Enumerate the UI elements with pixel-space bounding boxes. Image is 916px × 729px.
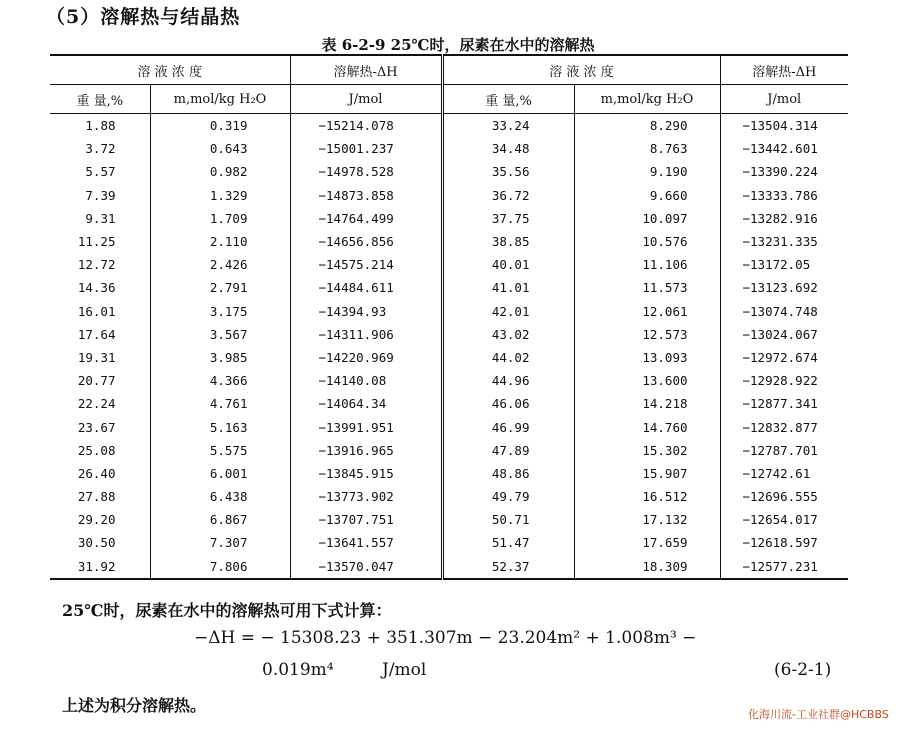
cell-molality-left: 4.761 <box>150 392 290 415</box>
cell-molality-left: 0.643 <box>150 137 290 160</box>
col-header-concentration-right: 溶 液 浓 度 <box>442 55 720 85</box>
cell-wt-percent-right: 44.02 <box>442 346 574 369</box>
cell-heat-right: −12877.341 <box>742 396 818 412</box>
cell-molality-right: 8.763 <box>574 137 720 160</box>
cell-molality-right: 16.512 <box>574 485 720 508</box>
col-header-molal-left: m,mol/kg H₂O <box>150 85 290 114</box>
cell-molality-right: 15.302 <box>574 439 720 462</box>
cell-molality-left: 0.982 <box>150 160 290 183</box>
cell-molality-right: 11.573 <box>574 276 720 299</box>
cell-wt-percent-left: 25.08 <box>50 439 150 462</box>
cell-wt-percent-left: 20.77 <box>50 369 150 392</box>
table-caption: 表 6-2-9 25℃时，尿素在水中的溶解热 <box>321 36 595 54</box>
equation-line-2: 0.019m⁴ <box>262 660 334 680</box>
table-row <box>50 160 848 183</box>
cell-wt-percent-left: 7.39 <box>50 184 150 207</box>
cell-molality-left: 6.867 <box>150 508 290 531</box>
cell-heat-left: −14064.34 <box>290 392 442 415</box>
cell-molality-left: 6.438 <box>150 485 290 508</box>
cell-heat-left: −13845.915 <box>290 462 442 485</box>
cell-heat-left: −13570.047 <box>290 555 442 579</box>
cell-heat-right: −13172.05 <box>742 257 811 273</box>
cell-heat-right: −13123.692 <box>742 280 818 296</box>
cell-heat-left: −14220.969 <box>290 346 442 369</box>
header-row-2 <box>50 85 848 114</box>
cell-heat-left: −14394.93 <box>290 300 442 323</box>
cell-molality-left: 2.110 <box>150 230 290 253</box>
cell-molality-right: 17.132 <box>574 508 720 531</box>
cell-molality-right: 12.573 <box>574 323 720 346</box>
cell-heat-right: −13024.067 <box>742 326 818 342</box>
table-row <box>50 508 848 531</box>
col-header-unit-left: J/mol <box>290 85 442 114</box>
cell-wt-percent-left: 31.92 <box>50 555 150 579</box>
cell-wt-percent-right: 46.06 <box>442 392 574 415</box>
solution-heat-table-wrapper <box>50 54 848 580</box>
cell-molality-right: 14.218 <box>574 392 720 415</box>
formula-intro: 25℃时，尿素在水中的溶解热可用下式计算： <box>62 601 392 620</box>
cell-molality-right: 14.760 <box>574 415 720 438</box>
cell-wt-percent-right: 38.85 <box>442 230 574 253</box>
cell-molality-right: 15.907 <box>574 462 720 485</box>
table-row <box>50 485 848 508</box>
cell-molality-left: 5.163 <box>150 415 290 438</box>
cell-heat-right: −13333.786 <box>742 187 818 203</box>
cell-wt-percent-left: 9.31 <box>50 207 150 230</box>
cell-wt-percent-right: 36.72 <box>442 184 574 207</box>
cell-wt-percent-right: 40.01 <box>442 253 574 276</box>
cell-wt-percent-left: 19.31 <box>50 346 150 369</box>
cell-wt-percent-right: 33.24 <box>442 114 574 138</box>
cell-heat-right: −12577.231 <box>720 555 848 579</box>
cell-molality-right: 10.097 <box>574 207 720 230</box>
cell-heat-left: −13707.751 <box>290 508 442 531</box>
cell-molality-right: 18.309 <box>574 555 720 579</box>
cell-molality-right: 17.659 <box>574 531 720 554</box>
col-header-heat-right: 溶解热-ΔH <box>720 55 848 85</box>
col-header-wt-right: 重 量,% <box>442 85 574 114</box>
table-row <box>50 369 848 392</box>
cell-heat-right: −12618.597 <box>742 535 818 551</box>
cell-wt-percent-left: 23.67 <box>50 415 150 438</box>
cell-molality-left: 7.806 <box>150 555 290 579</box>
table-row <box>50 531 848 554</box>
cell-molality-left: 2.791 <box>150 276 290 299</box>
cell-molality-left: 1.709 <box>150 207 290 230</box>
cell-heat-left: −14764.499 <box>290 207 442 230</box>
cell-wt-percent-right: 50.71 <box>442 508 574 531</box>
solution-heat-table <box>50 54 848 580</box>
cell-heat-left: −13916.965 <box>290 439 442 462</box>
cell-wt-percent-right: 46.99 <box>442 415 574 438</box>
cell-wt-percent-left: 22.24 <box>50 392 150 415</box>
section-title: （5）溶解热与结晶热 <box>46 6 241 28</box>
table-row <box>50 415 848 438</box>
cell-wt-percent-right: 51.47 <box>442 531 574 554</box>
col-header-molal-right: m,mol/kg H₂O <box>574 85 720 114</box>
cell-heat-right: −13504.314 <box>742 118 818 134</box>
table-row <box>50 207 848 230</box>
cell-molality-left: 3.985 <box>150 346 290 369</box>
cell-molality-left: 2.426 <box>150 253 290 276</box>
cell-molality-left: 5.575 <box>150 439 290 462</box>
cell-wt-percent-left: 12.72 <box>50 253 150 276</box>
table-row <box>50 253 848 276</box>
cell-heat-right: −13074.748 <box>742 303 818 319</box>
cell-molality-left: 4.366 <box>150 369 290 392</box>
cell-heat-left: −13773.902 <box>290 485 442 508</box>
table-row <box>50 137 848 160</box>
cell-wt-percent-right: 41.01 <box>442 276 574 299</box>
cell-heat-left: −14656.856 <box>290 230 442 253</box>
col-header-heat-left: 溶解热-ΔH <box>290 55 442 85</box>
cell-wt-percent-right: 48.86 <box>442 462 574 485</box>
cell-molality-right: 13.600 <box>574 369 720 392</box>
cell-wt-percent-right: 49.79 <box>442 485 574 508</box>
equation-number: (6-2-1) <box>774 660 832 680</box>
cell-molality-right: 12.061 <box>574 300 720 323</box>
table-row <box>50 184 848 207</box>
cell-wt-percent-left: 5.57 <box>50 160 150 183</box>
cell-heat-left: −13641.557 <box>290 531 442 554</box>
cell-wt-percent-left: 29.20 <box>50 508 150 531</box>
cell-heat-right: −12928.922 <box>742 373 818 389</box>
cell-heat-right: −12832.877 <box>742 419 818 435</box>
cell-heat-right: −13390.224 <box>742 164 818 180</box>
col-header-unit-right: J/mol <box>720 85 848 114</box>
cell-heat-right: −13231.335 <box>742 234 818 250</box>
closing-text: 上述为积分溶解热。 <box>62 696 207 715</box>
cell-wt-percent-left: 27.88 <box>50 485 150 508</box>
table-row <box>50 323 848 346</box>
col-header-concentration-left: 溶 液 浓 度 <box>50 55 290 85</box>
cell-heat-right: −12787.701 <box>742 442 818 458</box>
cell-wt-percent-left: 3.72 <box>50 137 150 160</box>
cell-heat-right: −12654.017 <box>742 512 818 528</box>
table-row <box>50 230 848 253</box>
cell-wt-percent-left: 16.01 <box>50 300 150 323</box>
cell-heat-left: −14873.858 <box>290 184 442 207</box>
table-row <box>50 300 848 323</box>
table-row <box>50 555 848 579</box>
table-row <box>50 462 848 485</box>
cell-wt-percent-left: 26.40 <box>50 462 150 485</box>
cell-wt-percent-right: 42.01 <box>442 300 574 323</box>
cell-molality-right: 8.290 <box>574 114 720 138</box>
table-row <box>50 276 848 299</box>
cell-heat-left: −15001.237 <box>290 137 442 160</box>
table-row <box>50 346 848 369</box>
watermark: 化海川流-工业社群@HCBBS <box>748 708 889 721</box>
cell-molality-right: 10.576 <box>574 230 720 253</box>
cell-molality-right: 11.106 <box>574 253 720 276</box>
cell-molality-right: 13.093 <box>574 346 720 369</box>
cell-molality-left: 0.319 <box>150 114 290 138</box>
equation-unit: J/mol <box>382 660 427 680</box>
cell-wt-percent-left: 30.50 <box>50 531 150 554</box>
cell-wt-percent-right: 43.02 <box>442 323 574 346</box>
cell-wt-percent-right: 37.75 <box>442 207 574 230</box>
cell-wt-percent-right: 47.89 <box>442 439 574 462</box>
cell-molality-left: 3.175 <box>150 300 290 323</box>
cell-wt-percent-right: 44.96 <box>442 369 574 392</box>
cell-heat-right: −12696.555 <box>742 489 818 505</box>
table-row <box>50 114 848 138</box>
cell-wt-percent-right: 52.37 <box>442 555 574 579</box>
cell-wt-percent-right: 34.48 <box>442 137 574 160</box>
cell-wt-percent-left: 1.88 <box>50 114 150 138</box>
cell-molality-left: 6.001 <box>150 462 290 485</box>
cell-heat-left: −14575.214 <box>290 253 442 276</box>
table-row <box>50 439 848 462</box>
cell-heat-right: −12742.61 <box>742 465 811 481</box>
equation-line-1: −ΔH = − 15308.23 + 351.307m − 23.204m² + 1.008m³ − <box>194 628 697 648</box>
cell-wt-percent-left: 11.25 <box>50 230 150 253</box>
cell-molality-right: 9.660 <box>574 184 720 207</box>
cell-heat-left: −14484.611 <box>290 276 442 299</box>
cell-wt-percent-left: 17.64 <box>50 323 150 346</box>
cell-heat-left: −15214.078 <box>290 114 442 138</box>
cell-heat-left: −14978.528 <box>290 160 442 183</box>
table-row <box>50 392 848 415</box>
cell-wt-percent-left: 14.36 <box>50 276 150 299</box>
cell-heat-left: −13991.951 <box>290 415 442 438</box>
cell-wt-percent-right: 35.56 <box>442 160 574 183</box>
cell-heat-left: −14140.08 <box>290 369 442 392</box>
col-header-wt-left: 重 量,% <box>50 85 150 114</box>
cell-heat-right: −13282.916 <box>742 210 818 226</box>
header-row-1 <box>50 55 848 85</box>
cell-molality-right: 9.190 <box>574 160 720 183</box>
cell-heat-right: −13442.601 <box>742 141 818 157</box>
cell-molality-left: 7.307 <box>150 531 290 554</box>
cell-heat-left: −14311.906 <box>290 323 442 346</box>
cell-heat-right: −12972.674 <box>742 349 818 365</box>
cell-molality-left: 1.329 <box>150 184 290 207</box>
cell-molality-left: 3.567 <box>150 323 290 346</box>
